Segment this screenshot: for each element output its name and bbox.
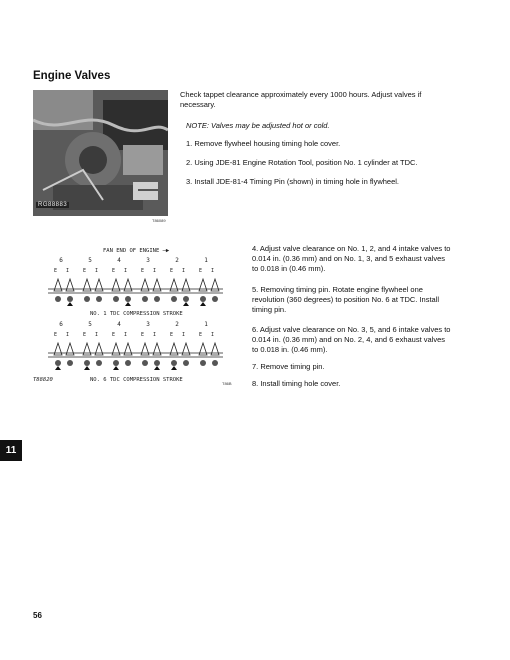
step-3: 3. Install JDE-81-4 Timing Pin (shown) in timing hole in flywheel. [186, 177, 400, 186]
cyl-num: 3 [146, 257, 150, 264]
caption-no1-tdc: NO. 1 TDC COMPRESSION STROKE [90, 311, 183, 317]
valve-letter: I [211, 268, 215, 274]
valve-letter: E [141, 268, 145, 274]
step-8: 8. Install timing hole cover. [252, 379, 341, 388]
step-2: 2. Using JDE-81 Engine Rotation Tool, position No. 1 cylinder at TDC. [186, 158, 418, 167]
valve-letter: I [124, 332, 128, 338]
valve-letter: E [83, 332, 87, 338]
valve-letter: E [170, 332, 174, 338]
valve-letter: E [199, 332, 203, 338]
photo-id-label: RG88883 [38, 202, 68, 208]
valve-letter: I [95, 268, 99, 274]
diagram-reference: T86B [222, 381, 232, 386]
valve-letter: E [83, 268, 87, 274]
valve-letter: I [182, 332, 186, 338]
valve-letter: I [153, 268, 157, 274]
diagram-id-label: T88820 [33, 377, 53, 383]
valve-letter: E [54, 332, 58, 338]
intro-text: Check tappet clearance approximately every 1000 hours. Adjust valves if necessary. [180, 90, 422, 109]
step-6: 6. Adjust valve clearance on No. 3, 5, and 6 intake valves to 0.014 in. (0.36 mm) and on No. 2, 4, and 6 exhaust valves to 0.018 in. (0.46 mm). [252, 325, 451, 354]
valve-letter: E [54, 268, 58, 274]
cyl-num: 5 [88, 321, 92, 328]
engine-photo [33, 90, 168, 216]
valve-letter: I [124, 268, 128, 274]
valve-letter: I [95, 332, 99, 338]
cyl-num: 1 [204, 257, 208, 264]
cyl-num: 3 [146, 321, 150, 328]
step-4: 4. Adjust valve clearance on No. 1, 2, and 4 intake valves to 0.014 in. (0.36 mm) and on No. 1, 3, and 5 exhaust valves to 0.018 in (0.46 mm). [252, 244, 451, 273]
cyl-num: 6 [59, 321, 63, 328]
cyl-num: 4 [117, 321, 121, 328]
valve-letter: I [66, 332, 70, 338]
valve-letter: E [170, 268, 174, 274]
caption-no6-tdc: NO. 6 TDC COMPRESSION STROKE [90, 377, 183, 383]
step-7: 7. Remove timing pin. [252, 362, 325, 371]
valve-letter: I [153, 332, 157, 338]
rocker-arms-diagram-1 [48, 275, 223, 313]
cyl-num: 2 [175, 257, 179, 264]
step-5: 5. Removing timing pin. Rotate engine flywheel one revolution (360 degrees) to position No. 6 at TDC. Install timing pin. [252, 285, 440, 314]
fan-end-label [103, 248, 169, 254]
valve-letter: E [141, 332, 145, 338]
valve-letter: E [112, 268, 116, 274]
fan-end-text: FAN END OF ENGINE [103, 248, 160, 254]
cyl-num: 4 [117, 257, 121, 264]
cyl-num: 5 [88, 257, 92, 264]
arrow-right-icon: ─▶ [162, 248, 170, 254]
photo-reference: T86089 [152, 218, 166, 223]
page-number: 56 [33, 611, 42, 620]
section-tab-label: 11 [5, 445, 17, 456]
valve-letter: I [182, 268, 186, 274]
section-tab [0, 440, 22, 461]
valve-letter: I [211, 332, 215, 338]
valve-letter: E [112, 332, 116, 338]
cyl-num: 2 [175, 321, 179, 328]
valve-letter: I [66, 268, 70, 274]
valve-letter: E [199, 268, 203, 274]
section-title: Engine Valves [33, 70, 111, 82]
step-1: 1. Remove flywheel housing timing hole cover. [186, 139, 341, 148]
cyl-num: 1 [204, 321, 208, 328]
note-text: NOTE: Valves may be adjusted hot or cold. [186, 121, 330, 130]
cyl-num: 6 [59, 257, 63, 264]
rocker-arms-diagram-2 [48, 339, 223, 377]
